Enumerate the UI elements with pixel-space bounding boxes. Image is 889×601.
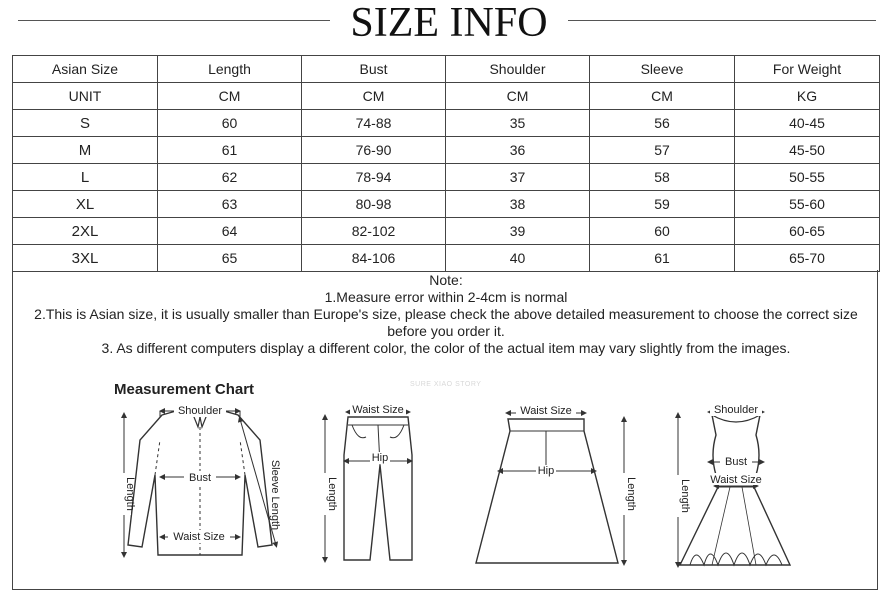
dress-shoulder-label: Shoulder — [713, 404, 759, 416]
shirt-shoulder-label: Shoulder — [177, 405, 223, 417]
size-table — [12, 55, 880, 272]
unit-cell: UNIT — [13, 83, 158, 110]
size-cell: 3XL — [13, 245, 158, 272]
column-header: For Weight — [735, 56, 880, 83]
size-cell: L — [13, 164, 158, 191]
pants-waist-label: Waist Size — [352, 404, 404, 416]
unit-cell: CM — [446, 83, 590, 110]
dress-diagram — [678, 412, 790, 565]
skirt-hip-label: Hip — [537, 465, 555, 477]
table-cell: 40 — [446, 245, 590, 272]
shirt-sleeve-label: Sleeve Length — [269, 459, 281, 531]
table-cell: 64 — [158, 218, 302, 245]
size-cell: M — [13, 137, 158, 164]
table-cell: 37 — [446, 164, 590, 191]
shirt-waist-label: Waist Size — [173, 531, 225, 543]
pants-length-label: Length — [326, 477, 338, 511]
size-cell: XL — [13, 191, 158, 218]
table-cell: 78-94 — [302, 164, 446, 191]
table-row — [13, 191, 880, 218]
table-header-row — [13, 56, 880, 83]
table-cell: 55-60 — [735, 191, 880, 218]
skirt-length-label: Length — [625, 477, 637, 511]
column-header: Shoulder — [446, 56, 590, 83]
table-row — [13, 164, 880, 191]
unit-cell: CM — [302, 83, 446, 110]
table-cell: 76-90 — [302, 137, 446, 164]
size-cell: S — [13, 110, 158, 137]
table-cell: 50-55 — [735, 164, 880, 191]
shirt-length-label: Length — [124, 477, 136, 511]
note-line: 2.This is Asian size, it is usually smaller than Europe's size, please check the above detailed measurement to choose the correct size — [34, 306, 858, 322]
skirt-waist-label: Waist Size — [520, 405, 572, 417]
skirt-diagram — [476, 413, 624, 563]
table-cell: 57 — [590, 137, 735, 164]
table-cell: 38 — [446, 191, 590, 218]
table-cell: 36 — [446, 137, 590, 164]
note-line: 1.Measure error within 2-4cm is normal — [324, 289, 568, 305]
table-cell: 65 — [158, 245, 302, 272]
table-cell: 63 — [158, 191, 302, 218]
unit-cell: CM — [158, 83, 302, 110]
table-row — [13, 110, 880, 137]
table-row — [13, 245, 880, 272]
table-cell: 65-70 — [735, 245, 880, 272]
pants-hip-label: Hip — [371, 452, 389, 464]
table-cell: 62 — [158, 164, 302, 191]
dress-bust-label: Bust — [724, 456, 748, 468]
table-cell: 40-45 — [735, 110, 880, 137]
measurement-chart-title: Measurement Chart — [114, 381, 255, 398]
table-cell: 39 — [446, 218, 590, 245]
table-cell: 80-98 — [302, 191, 446, 218]
table-cell: 59 — [590, 191, 735, 218]
table-unit-row — [13, 83, 880, 110]
table-cell: 45-50 — [735, 137, 880, 164]
dress-waist-label: Waist Size — [710, 474, 762, 486]
title-divider-right — [568, 20, 876, 21]
dress-length-label: Length — [679, 479, 691, 513]
note-line: 3. As different computers display a different color, the color of the actual item may vary slightly from the images. — [101, 340, 791, 356]
table-cell: 56 — [590, 110, 735, 137]
note-line: before you order it. — [387, 323, 505, 339]
table-cell: 58 — [590, 164, 735, 191]
table-cell: 61 — [590, 245, 735, 272]
garment-illustrations — [100, 395, 889, 580]
unit-cell: CM — [590, 83, 735, 110]
title-bar — [0, 0, 889, 50]
table-cell: 74-88 — [302, 110, 446, 137]
size-cell: 2XL — [13, 218, 158, 245]
column-header: Asian Size — [13, 56, 158, 83]
table-cell: 35 — [446, 110, 590, 137]
note-heading: Note: — [429, 272, 463, 288]
column-header: Bust — [302, 56, 446, 83]
table-cell: 60-65 — [735, 218, 880, 245]
notes-text — [13, 272, 879, 357]
page-title: SIZE INFO — [350, 0, 548, 46]
title-divider-left — [18, 20, 330, 21]
column-header: Length — [158, 56, 302, 83]
table-cell: 60 — [590, 218, 735, 245]
table-row — [13, 218, 880, 245]
table-cell: 84-106 — [302, 245, 446, 272]
shirt-bust-label: Bust — [188, 472, 212, 484]
unit-cell: KG — [735, 83, 880, 110]
table-cell: 60 — [158, 110, 302, 137]
table-cell: 61 — [158, 137, 302, 164]
table-cell: 82-102 — [302, 218, 446, 245]
table-row — [13, 137, 880, 164]
column-header: Sleeve — [590, 56, 735, 83]
store-watermark: SURE XIAO STORY — [410, 381, 482, 388]
